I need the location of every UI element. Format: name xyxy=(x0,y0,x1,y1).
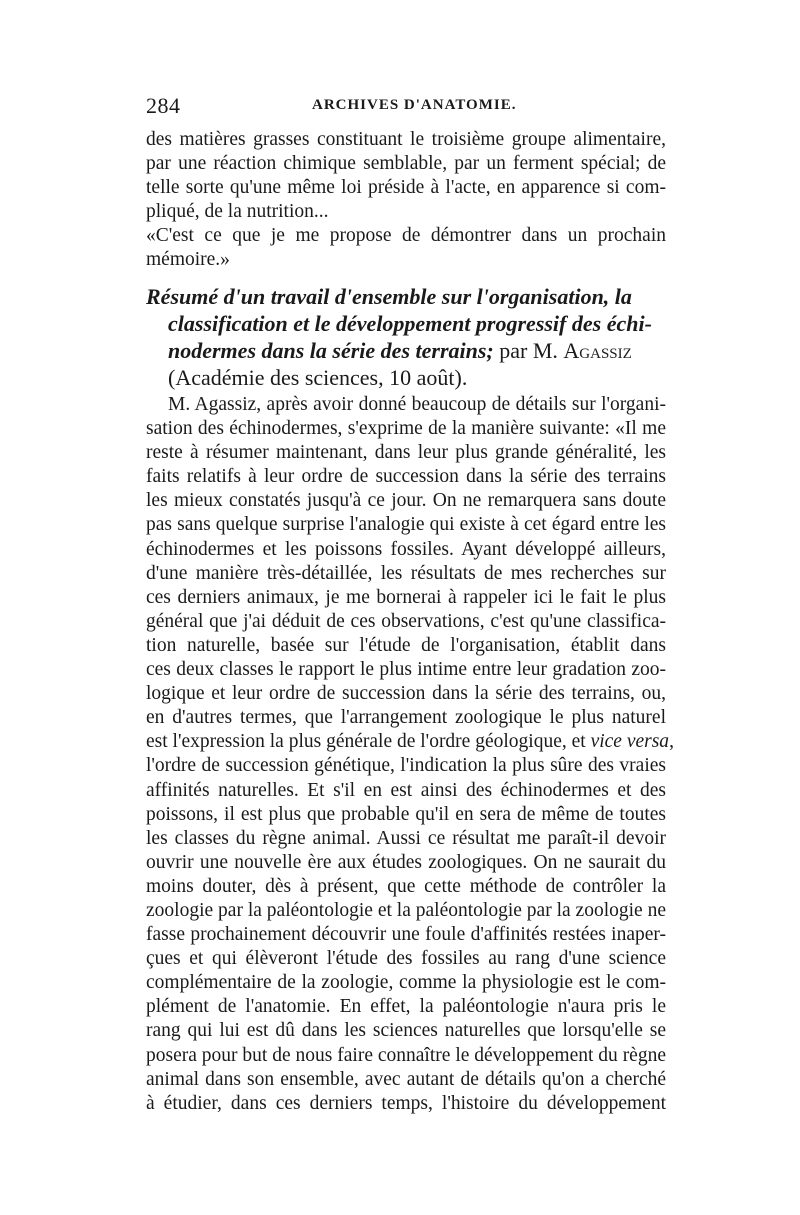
text-line: M. Agassiz, après avoir donné beaucoup de détails sur l'organi- xyxy=(168,394,666,415)
text-line: fasse prochainement découvrir une foule d'affinités restées inaper- xyxy=(146,924,666,946)
text-line: les classes du règne animal. Aussi ce résultat me paraît-il devoir xyxy=(146,827,666,849)
text-line: ouvrir une nouvelle ère aux études zoologiques. On ne saurait du xyxy=(146,851,666,873)
text-line: zoologie par la paléontologie et la paléontologie par la zoologie ne xyxy=(146,899,666,921)
text-line: pliqué, de la nutrition... xyxy=(146,201,329,223)
text-line: les mieux constatés jusqu'à ce jour. On ne remarquera sans doute xyxy=(146,490,666,512)
heading-line xyxy=(146,364,666,391)
heading-title-part: classification et le développement progressif des échi- xyxy=(168,311,652,336)
running-header xyxy=(146,93,666,123)
article-heading xyxy=(146,283,666,391)
heading-line xyxy=(146,283,666,310)
heading-line xyxy=(146,337,666,364)
body-paragraph xyxy=(146,393,674,1116)
running-title: ARCHIVES D'ANATOMIE. xyxy=(312,97,517,113)
text-line: animal dans son ensemble, avec autant de détails qu'on a cherché xyxy=(146,1068,666,1090)
text-line: affinités naturelles. Et s'il en est ainsi des échinodermes et des xyxy=(146,779,666,801)
heading-title-part: Résumé d'un travail d'ensemble sur l'organisation, la xyxy=(146,284,632,309)
text-line: poissons, il est plus que probable qu'il en sera de même de toutes xyxy=(146,803,666,825)
text-line: à étudier, dans ces derniers temps, l'histoire du développement xyxy=(146,1092,666,1114)
text-line: complémentaire de la zoologie, comme la physiologie est le com- xyxy=(146,972,666,994)
text-line: l'ordre de succession génétique, l'indication la plus sûre des vraies xyxy=(146,755,666,777)
text-line: reste à résumer maintenant, dans leur plus grande généralité, les xyxy=(146,442,666,464)
text-line: plément de l'anatomie. En effet, la paléontologie n'aura pris le xyxy=(146,996,666,1018)
page-number: 284 xyxy=(146,93,181,118)
text-line: des matières grasses constituant le troisième groupe alimentaire, xyxy=(146,129,666,150)
heading-line xyxy=(146,310,666,337)
text-line: ces deux classes le rapport le plus intime entre leur gradation zoo- xyxy=(146,659,666,681)
text-line: telle sorte qu'une même loi préside à l'acte, en apparence si com- xyxy=(146,177,666,199)
heading-by: par M. xyxy=(493,338,564,363)
intro-paragraph xyxy=(146,128,666,273)
text-line: çues et qui élèveront l'étude des fossiles au rang d'une science xyxy=(146,948,666,970)
italic-phrase: vice versa xyxy=(590,731,670,753)
text-line: est l'expression la plus générale de l'ordre géologique, et vice versa, xyxy=(146,731,674,753)
text-line: rang qui lui est dû dans les sciences naturelles que lorsqu'elle se xyxy=(146,1020,666,1042)
heading-author: Agassiz xyxy=(563,338,632,363)
text-line: sation des échinodermes, s'exprime de la manière suivante: «Il me xyxy=(146,418,666,440)
text-line: faits relatifs à leur ordre de succession dans la série des terrains xyxy=(146,466,666,488)
text-line: mémoire.» xyxy=(146,249,230,271)
text-line: échinodermes et les poissons fossiles. Ayant développé ailleurs, xyxy=(146,538,666,560)
text-line: posera pour but de nous faire connaître le développement du règne xyxy=(146,1044,666,1066)
text-line: logique et leur ordre de succession dans la série des terrains, ou, xyxy=(146,683,666,705)
text-line: d'une manière très-détaillée, les résultats de mes recherches sur xyxy=(146,562,666,584)
text-line: tion naturelle, basée sur l'étude de l'organisation, établit dans xyxy=(146,634,666,656)
text-line: moins douter, dès à présent, que cette méthode de contrôler la xyxy=(146,875,666,897)
text-line: ces derniers animaux, je me bornerai à rappeler ici le fait le plus xyxy=(146,586,666,608)
text-line: pas sans quelque surprise l'analogie qui existe à cet égard entre les xyxy=(146,514,666,536)
text-line: général que j'ai déduit de ces observations, c'est qu'une classifica- xyxy=(146,610,666,632)
text-line: en d'autres termes, que l'arrangement zoologique le plus naturel xyxy=(146,707,666,729)
text-line: «C'est ce que je me propose de démontrer dans un prochain xyxy=(146,225,666,247)
heading-source: (Académie des sciences, 10 août). xyxy=(168,365,468,390)
text-line: par une réaction chimique semblable, par un ferment spécial; de xyxy=(146,153,666,175)
heading-title-part: nodermes dans la série des terrains; xyxy=(168,338,494,363)
